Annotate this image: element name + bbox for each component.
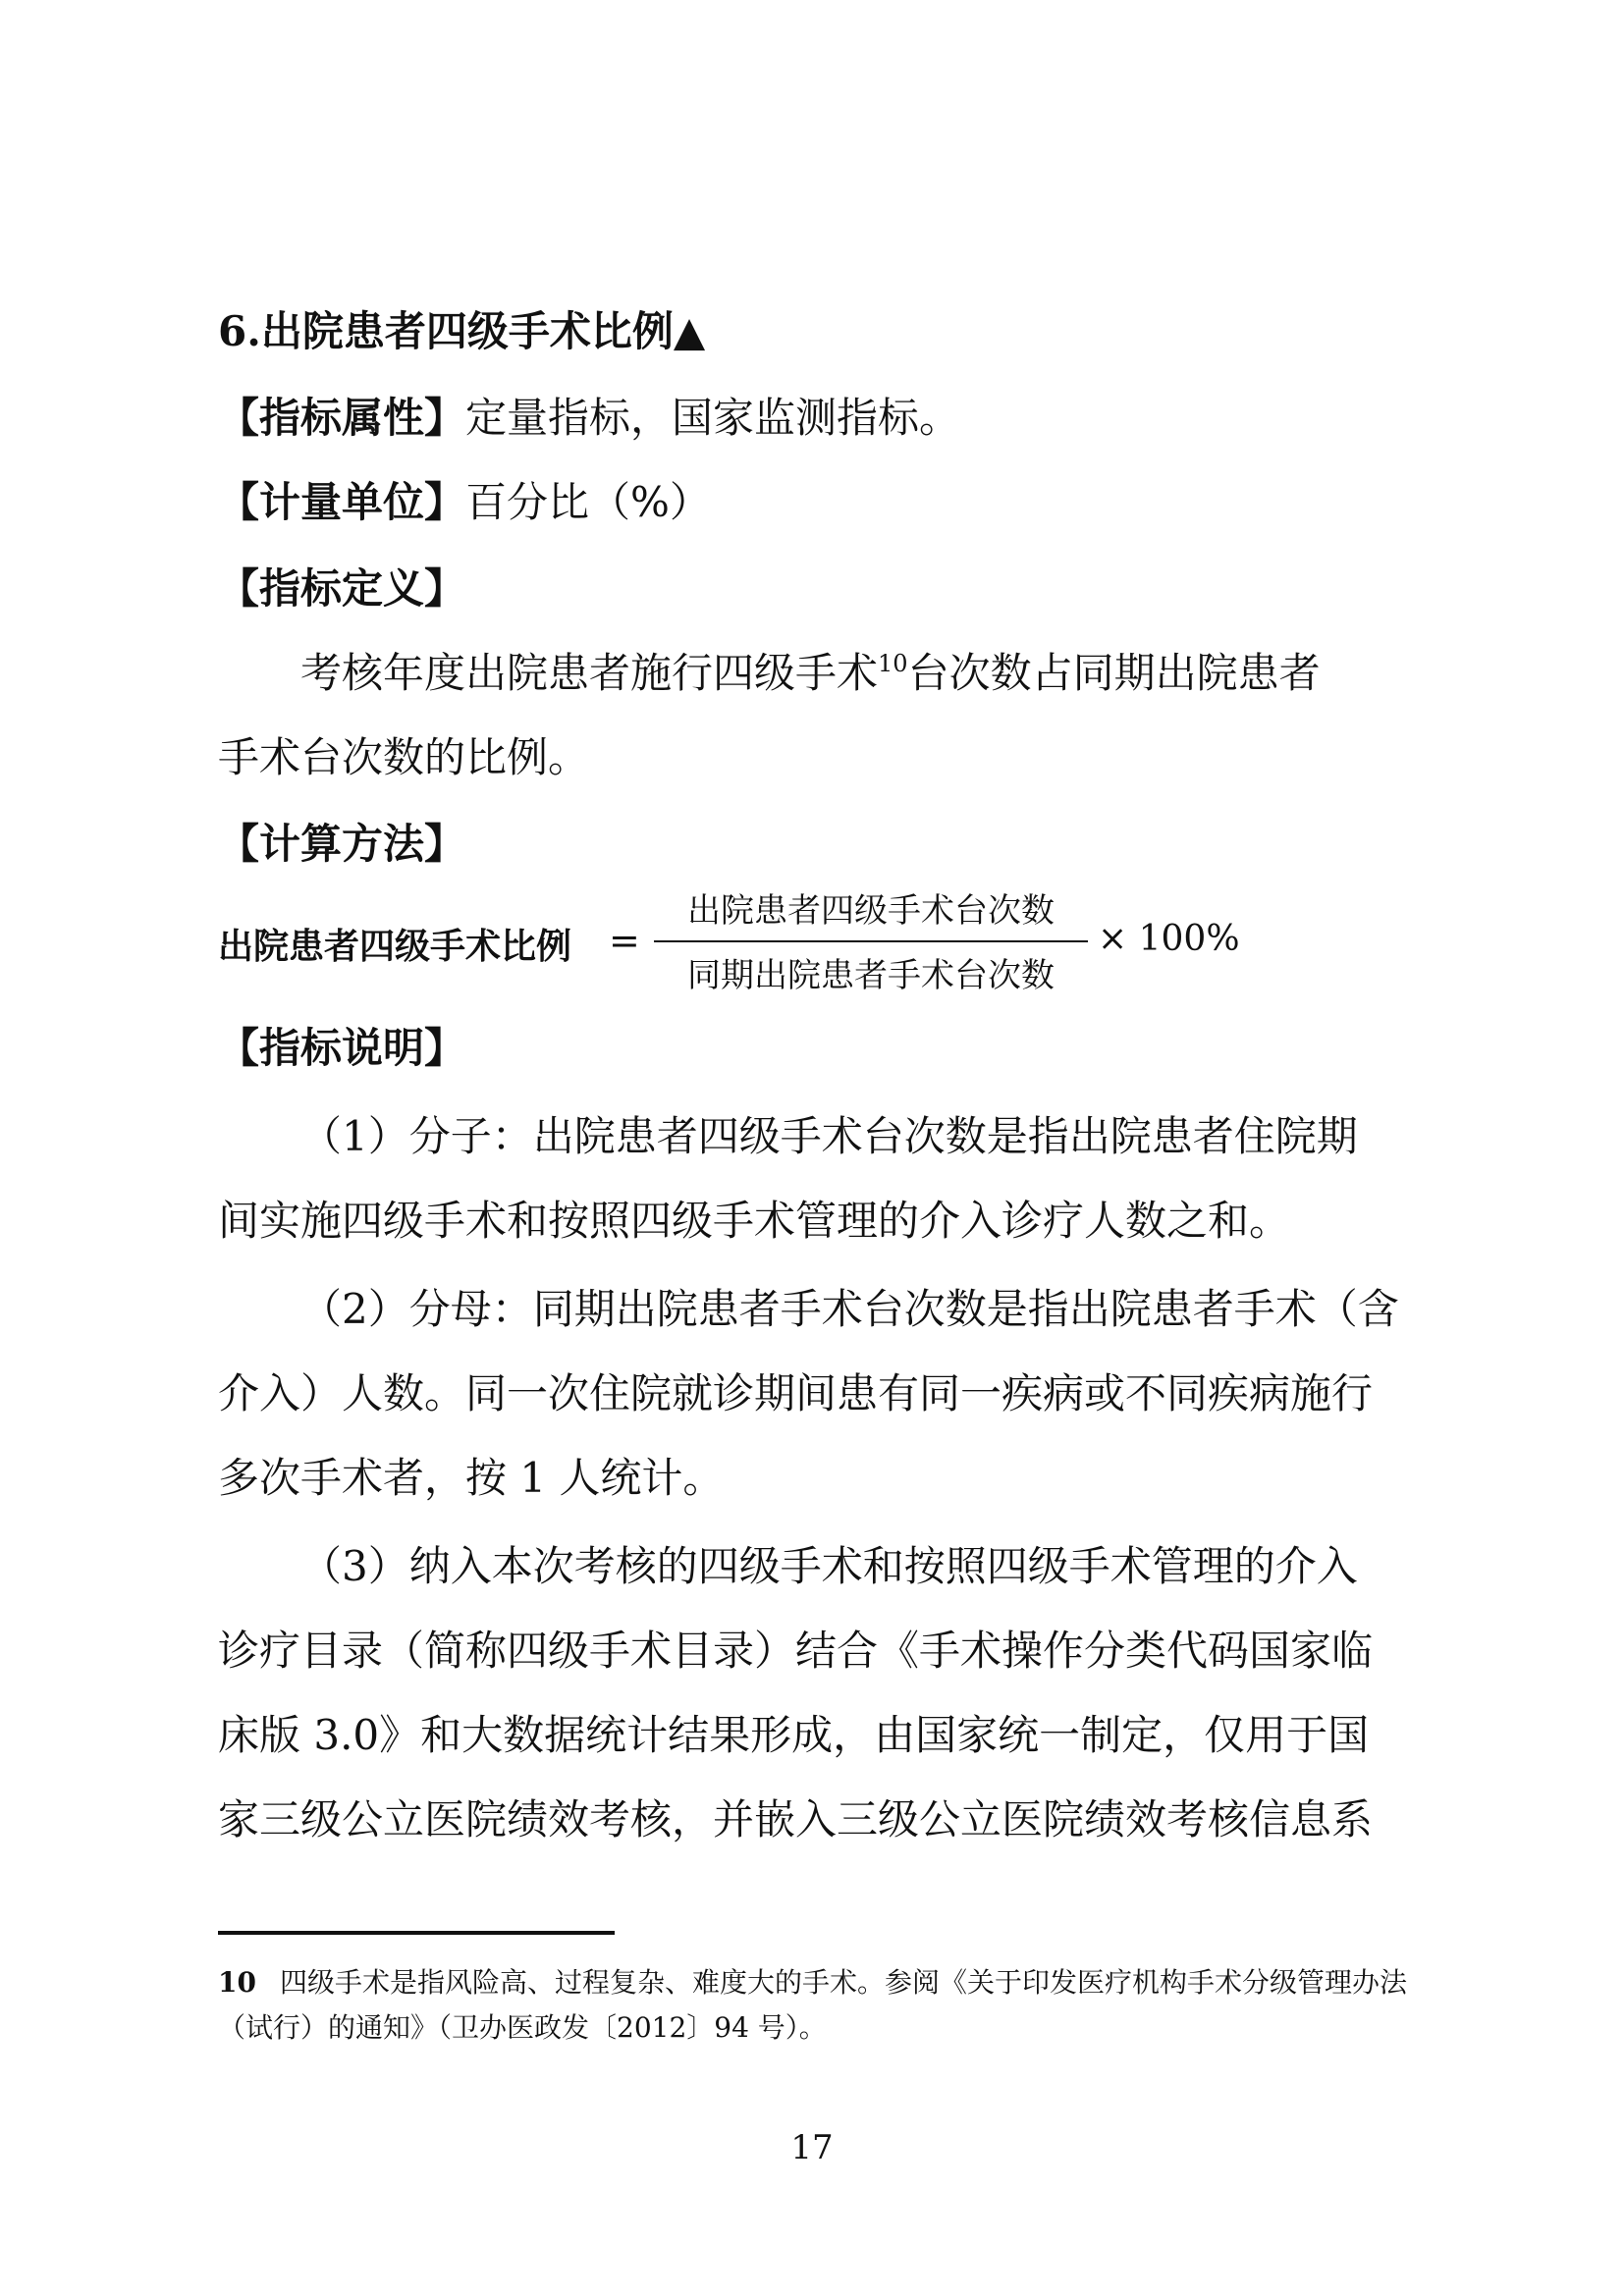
explanation-heading: 【指标说明】 xyxy=(218,1024,466,1072)
explanation-1-line-1: （1）分子：出院患者四级手术台次数是指出院患者住院期 xyxy=(300,1112,1358,1160)
footnote-line-2: （试行）的通知》（卫办医政发〔2012〕94 号）。 xyxy=(218,2011,827,2044)
formula-equals: = xyxy=(609,919,640,962)
footnote-line-1 xyxy=(218,1963,1407,2002)
section-title: 6.出院患者四级手术比例▲ xyxy=(218,307,706,355)
definition-line-1 xyxy=(300,646,1321,707)
measurement-unit xyxy=(218,475,711,530)
definition-heading: 【指标定义】 xyxy=(218,564,466,613)
formula-multiplier: × 100% xyxy=(1098,919,1240,959)
formula-numerator: 出院患者四级手术台次数 xyxy=(687,891,1055,931)
definition-text-b: 台次数占同期出院患者 xyxy=(907,649,1321,697)
explanation-3-line-2: 诊疗目录（简称四级手术目录）结合《手术操作分类代码国家临 xyxy=(218,1627,1374,1675)
attribute-label: 【指标属性】 xyxy=(218,394,466,442)
explanation-3-line-1: （3）纳入本次考核的四级手术和按照四级手术管理的介入 xyxy=(300,1542,1358,1590)
explanation-2-line-1: （2）分母：同期出院患者手术台次数是指出院患者手术（含 xyxy=(300,1285,1399,1333)
formula-label: 出院患者四级手术比例 xyxy=(218,927,572,967)
unit-text: 百分比（%） xyxy=(465,478,711,526)
fraction-bar xyxy=(654,940,1088,942)
definition-text-a: 考核年度出院患者施行四级手术 xyxy=(300,649,879,697)
indicator-attribute xyxy=(218,391,960,446)
unit-label: 【计量单位】 xyxy=(218,478,466,526)
definition-line-2: 手术台次数的比例。 xyxy=(218,733,590,781)
formula-denominator: 同期出院患者手术台次数 xyxy=(687,956,1055,995)
explanation-3-line-3: 床版 3.0》和大数据统计结果形成，由国家统一制定，仅用于国 xyxy=(218,1711,1370,1759)
explanation-3-line-4: 家三级公立医院绩效考核，并嵌入三级公立医院绩效考核信息系 xyxy=(218,1795,1374,1843)
footnote-number: 10 xyxy=(218,1966,256,1999)
calculation-heading: 【计算方法】 xyxy=(218,820,466,868)
explanation-2-line-2: 介入）人数。同一次住院就诊期间患有同一疾病或不同疾病施行 xyxy=(218,1369,1374,1417)
footnote-reference[interactable]: 10 xyxy=(878,650,908,677)
footnote-separator xyxy=(218,1931,615,1935)
explanation-2-line-3: 多次手术者，按 1 人统计。 xyxy=(218,1454,725,1502)
page-number: 17 xyxy=(790,2128,834,2167)
attribute-text: 定量指标，国家监测指标。 xyxy=(465,394,961,442)
footnote-text-1: 四级手术是指风险高、过程复杂、难度大的手术。参阅《关于印发医疗机构手术分级管理办法 xyxy=(279,1966,1407,1999)
explanation-1-line-2: 间实施四级手术和按照四级手术管理的介入诊疗人数之和。 xyxy=(218,1197,1291,1245)
